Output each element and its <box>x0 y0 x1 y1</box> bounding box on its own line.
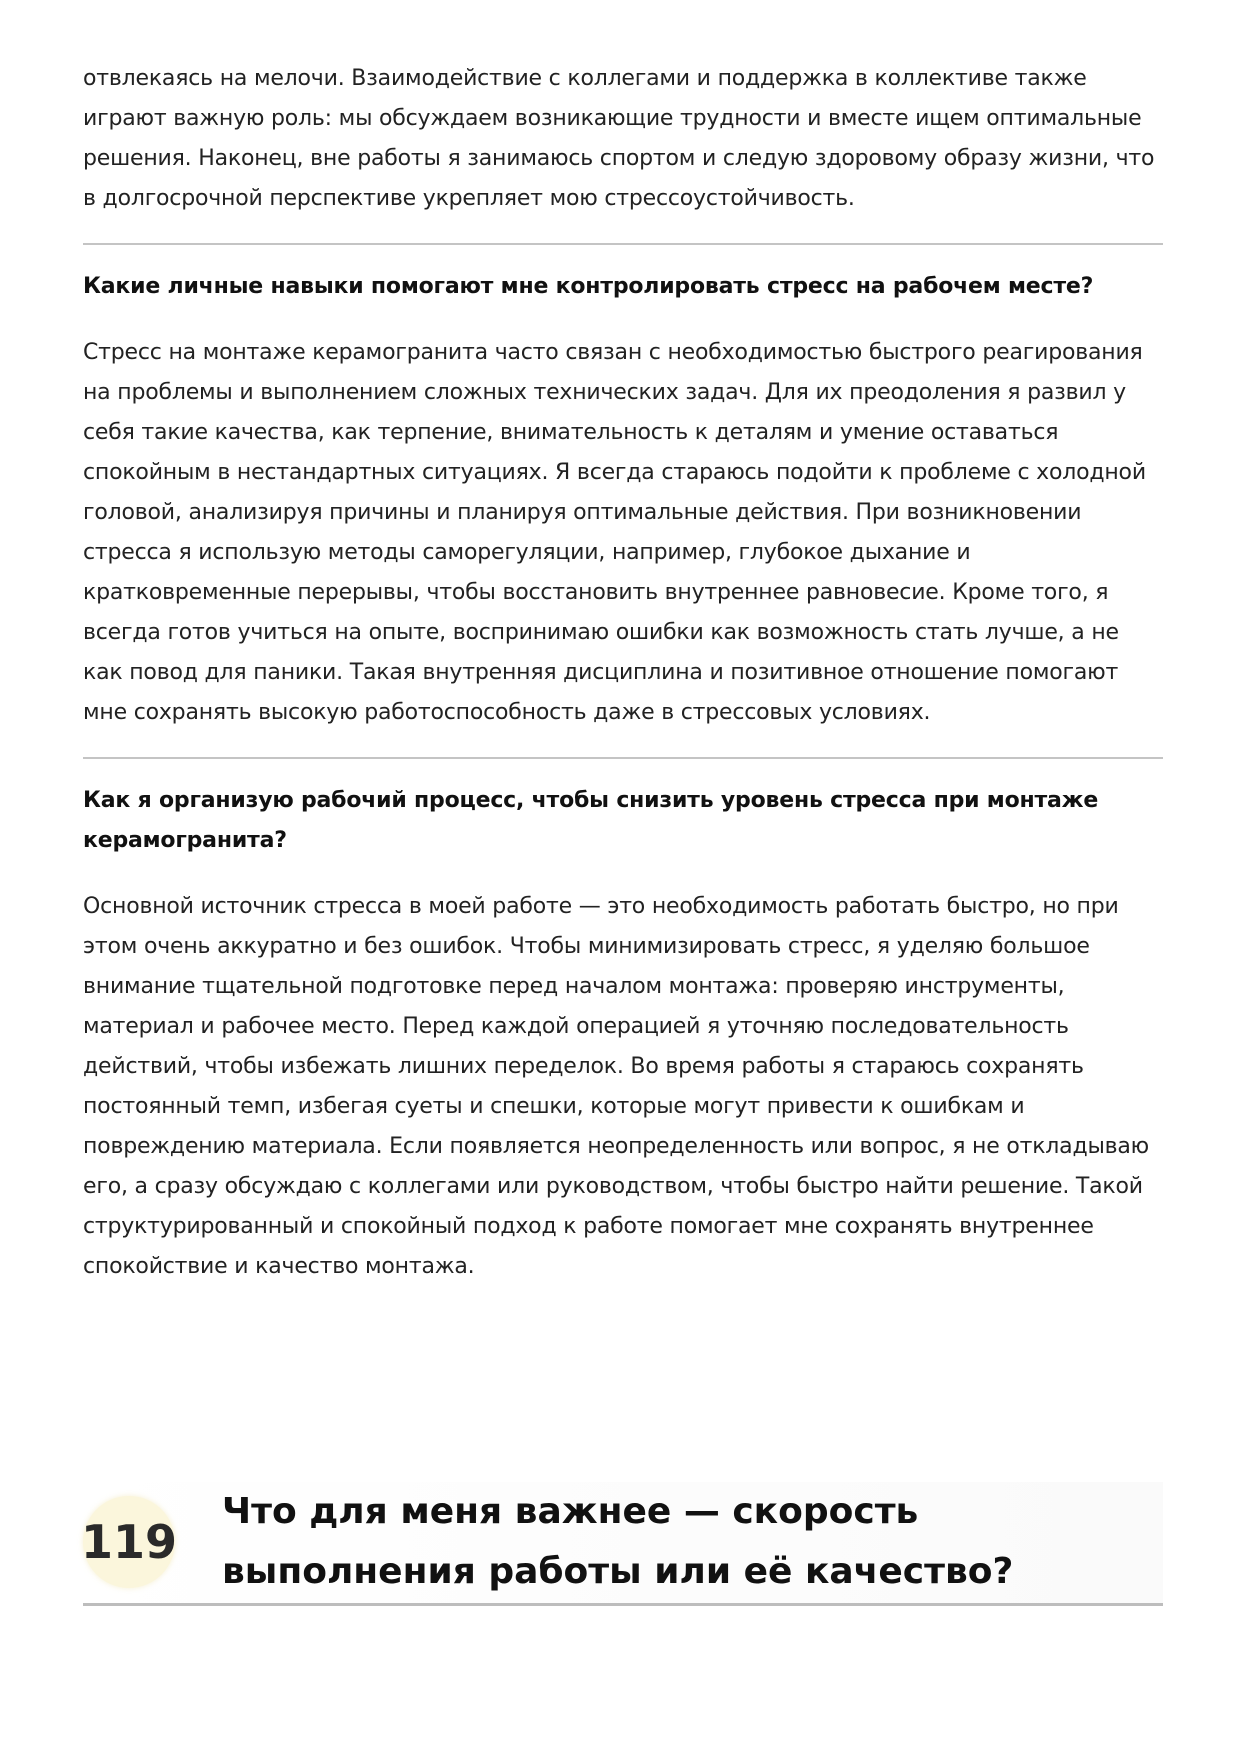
document-body <box>83 59 1163 1287</box>
chapter-number-badge: 119 <box>83 1496 175 1588</box>
intro-paragraph: отвлекаясь на мелочи. Взаимодействие с коллегами и поддержка в коллективе также играют важную роль: мы обсуждаем возникающие трудности и вместе ищем оптимальные решения. Наконец, вне работы я занимаюсь спортом и следую здоровому образу жизни, что в долгосрочной перспективе укрепляет мою стрессоустойчивость. <box>83 66 1155 211</box>
section-question: Какие личные навыки помогают мне контролировать стресс на рабочем месте? <box>83 274 1094 299</box>
section-answer: Стресс на монтаже керамогранита часто связан с необходимостью быстрого реагирования на проблемы и выполнением сложных технических задач. Для их преодоления я развил у себя такие качества, как терпение, внимательность к деталям и умение оставаться спокойным в нестандартных ситуациях. Я всегда стараюсь подойти к проблеме с холодной головой, анализируя причины и планируя оптимальные действия. При возникновении стресса я использую методы саморегуляции, например, глубокое дыхание и кратковременные перерывы, чтобы восстановить внутреннее равновесие. Кроме того, я всегда готов учиться на опыте, воспринимаю ошибки как возможность стать лучше, а не как повод для паники. Такая внутренняя дисциплина и позитивное отношение помогают мне сохранять высокую работоспособность даже в стрессовых условиях. <box>83 340 1146 725</box>
section-question: Как я организую рабочий процесс, чтобы снизить уровень стресса при монтаже керамогранита? <box>83 788 1099 853</box>
section-divider <box>83 243 1163 245</box>
section-divider <box>83 757 1163 759</box>
chapter-title: Что для меня важнее — скорость выполнения работы или её качество? <box>222 1491 1014 1592</box>
section-answer: Основной источник стресса в моей работе — это необходимость работать быстро, но при этом очень аккуратно и без ошибок. Чтобы минимизировать стресс, я уделяю большое внимание тщательной подготовке перед началом монтажа: проверяю инструменты, материал и рабочее место. Перед каждой операцией я уточняю последовательность действий, чтобы избежать лишних переделок. Во время работы я стараюсь сохранять постоянный темп, избегая суеты и спешки, которые могут привести к ошибкам и повреждению материала. Если появляется неопределенность или вопрос, я не откладываю его, а сразу обсуждаю с коллегами или руководством, чтобы быстро найти решение. Такой структурированный и спокойный подход к работе помогает мне сохранять внутреннее спокойствие и качество монтажа. <box>83 894 1149 1279</box>
chapter-divider <box>83 1603 1163 1606</box>
chapter-header <box>80 1482 1163 1605</box>
